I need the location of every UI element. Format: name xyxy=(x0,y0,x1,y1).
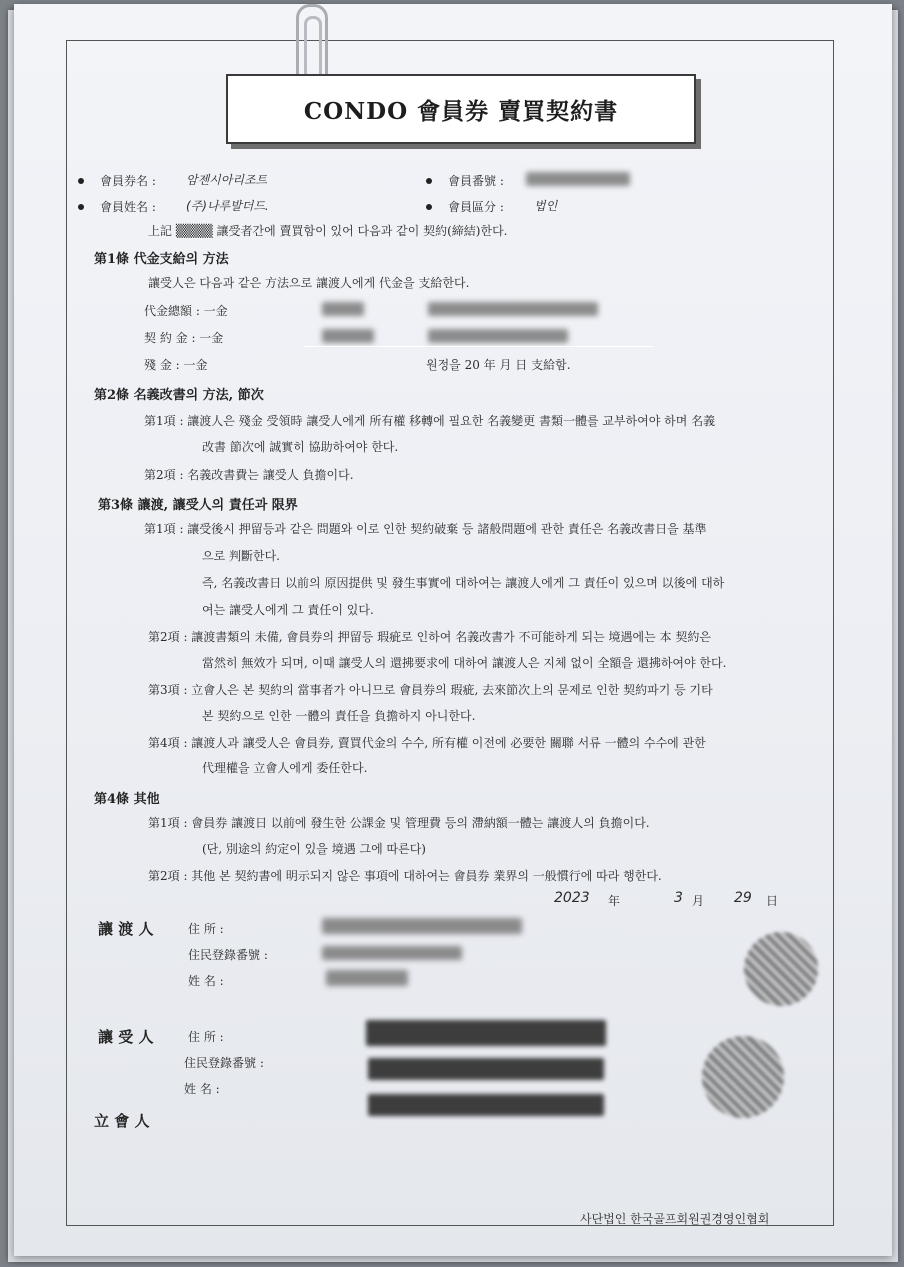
article3-p2b: 當然히 無效가 되며, 이때 讓受人의 還拂要求에 대하여 讓渡人은 지체 없이 全額을 還拂하여야 한다. xyxy=(202,656,727,670)
date-month-label: 月 xyxy=(692,894,705,908)
article2-p1a: 第1項 : 讓渡人은 殘金 受領時 讓受人에게 所有權 移轉에 필요한 名義變更 書類一體를 교부하여야 하며 名義 xyxy=(144,414,716,428)
article3-p1b: 으로 判斷한다. xyxy=(202,549,280,563)
transferee-name-label: 姓 名 : xyxy=(184,1082,220,1096)
article4-heading: 第4條 其他 xyxy=(94,792,160,807)
balance-label: 殘 金 : 一金 xyxy=(144,358,208,372)
article4-p1b: (단, 別途의 約定이 있을 境遇 그에 따른다) xyxy=(202,842,426,856)
member-no-label: 會員番號 : xyxy=(448,174,504,188)
bullet-icon xyxy=(78,178,84,184)
bullet-icon xyxy=(426,204,432,210)
article3-p4b: 代理權을 立會人에게 委任한다. xyxy=(202,761,368,775)
transferee-label: 讓 受 人 xyxy=(98,1028,154,1046)
article3-p4a: 第4項 : 讓渡人과 讓受人은 會員券, 賣買代金의 수수, 所有權 이전에 必要한 關聯 서류 一體의 수수에 관한 xyxy=(148,736,706,750)
article3-heading: 第3條 讓渡, 讓受人의 責任과 限界 xyxy=(98,498,298,513)
underline xyxy=(304,346,654,347)
redacted-contract-b xyxy=(428,329,568,343)
date-day-label: 日 xyxy=(766,894,779,908)
bullet-icon xyxy=(426,178,432,184)
article2-heading: 第2條 名義改書의 方法, 節次 xyxy=(94,388,264,403)
date-day: 29 xyxy=(734,890,752,906)
redacted-total-a xyxy=(322,302,364,316)
article3-p1a: 第1項 : 讓受後시 押留등과 같은 問題와 이로 인한 契約破棄 등 諸般問題에 관한 責任은 名義改書日을 基準 xyxy=(144,522,707,536)
article4-p1a: 第1項 : 會員券 讓渡日 以前에 發生한 公課金 및 管理費 등의 滯納額一體는 讓渡人의 負擔이다. xyxy=(148,816,650,830)
member-name-value: 암젠시아리조트 xyxy=(186,173,268,187)
article2-p2: 第2項 : 名義改書費는 讓受人 負擔이다. xyxy=(144,468,354,482)
witness-label: 立 會 人 xyxy=(94,1112,150,1130)
redacted-contract-a xyxy=(322,329,374,343)
article1-heading: 第1條 代金支給의 方法 xyxy=(94,252,229,267)
transferor-name-label: 姓 名 : xyxy=(188,974,224,988)
contract-label: 契 約 金 : 一金 xyxy=(144,331,224,345)
article3-p1c: 즉, 名義改書日 以前의 原因提供 및 發生事實에 대하여는 讓渡人에게 그 責任이 있으며 以後에 대하 xyxy=(202,576,725,590)
transferor-address-label: 住 所 : xyxy=(188,922,224,936)
member-name-label: 會員券名 : xyxy=(100,174,156,188)
article2-p1b: 改書 節次에 誠實히 協助하여야 한다. xyxy=(202,440,399,454)
bullet-icon xyxy=(78,204,84,210)
transferor-seal-icon xyxy=(744,932,818,1006)
article3-p1d: 여는 讓受人에게 그 責任이 있다. xyxy=(202,603,374,617)
date-year-label: 年 xyxy=(608,894,621,908)
class-label: 會員區分 : xyxy=(448,200,504,214)
redacted-transferor-name xyxy=(326,970,408,986)
redacted-transferor-address xyxy=(322,918,522,934)
article4-p2: 第2項 : 其他 본 契約書에 明示되지 않은 事項에 대하여는 會員券 業界의 一般慣行에 따라 행한다. xyxy=(148,869,662,883)
intro-text: 上記 ▒▒▒▒ 讓受者간에 賣買함이 있어 다음과 같이 契約(締結)한다. xyxy=(148,224,508,238)
redacted-total-b xyxy=(428,302,598,316)
transferee-id-label: 住民登錄番號 : xyxy=(184,1056,264,1070)
total-label: 代金總額 : 一金 xyxy=(144,304,228,318)
association-name: 사단법인 한국골프회원권경영인협회 xyxy=(580,1212,770,1226)
owner-label: 會員姓名 : xyxy=(100,200,156,214)
article3-p3a: 第3項 : 立會人은 본 契約의 當事者가 아니므로 會員券의 瑕疵, 去來節次上의 문제로 인한 契約파기 등 기타 xyxy=(148,683,713,697)
redacted-stamp-line-1 xyxy=(366,1020,606,1046)
contract-sheet xyxy=(14,4,892,1256)
redacted-stamp-line-3 xyxy=(368,1094,604,1116)
redacted-stamp-line-2 xyxy=(368,1058,604,1080)
balance-tail: 원정을 20 年 月 日 支給함. xyxy=(426,358,571,372)
transferee-seal-icon xyxy=(702,1036,784,1118)
transferor-label: 讓 渡 人 xyxy=(98,920,154,938)
transferee-address-label: 住 所 : xyxy=(188,1030,224,1044)
class-value: 법인 xyxy=(534,199,558,213)
redacted-member-no xyxy=(526,172,630,186)
owner-value: (주)나루발더드. xyxy=(186,199,269,213)
date-month: 3 xyxy=(674,890,683,906)
article3-p3b: 본 契約으로 인한 一體의 責任을 負擔하지 아니한다. xyxy=(202,709,476,723)
date-year: 2023 xyxy=(554,890,590,906)
document-title: CONDO 會員券 賣買契約書 xyxy=(226,74,696,144)
article3-p2a: 第2項 : 讓渡書類의 未備, 會員券의 押留등 瑕疵로 인하여 名義改書가 不可能하게 되는 境遇에는 本 契約은 xyxy=(148,630,711,644)
transferor-id-label: 住民登錄番號 : xyxy=(188,948,268,962)
article1-text: 讓受人은 다음과 같은 方法으로 讓渡人에게 代金을 支給한다. xyxy=(148,276,470,290)
redacted-transferor-id xyxy=(322,946,462,960)
